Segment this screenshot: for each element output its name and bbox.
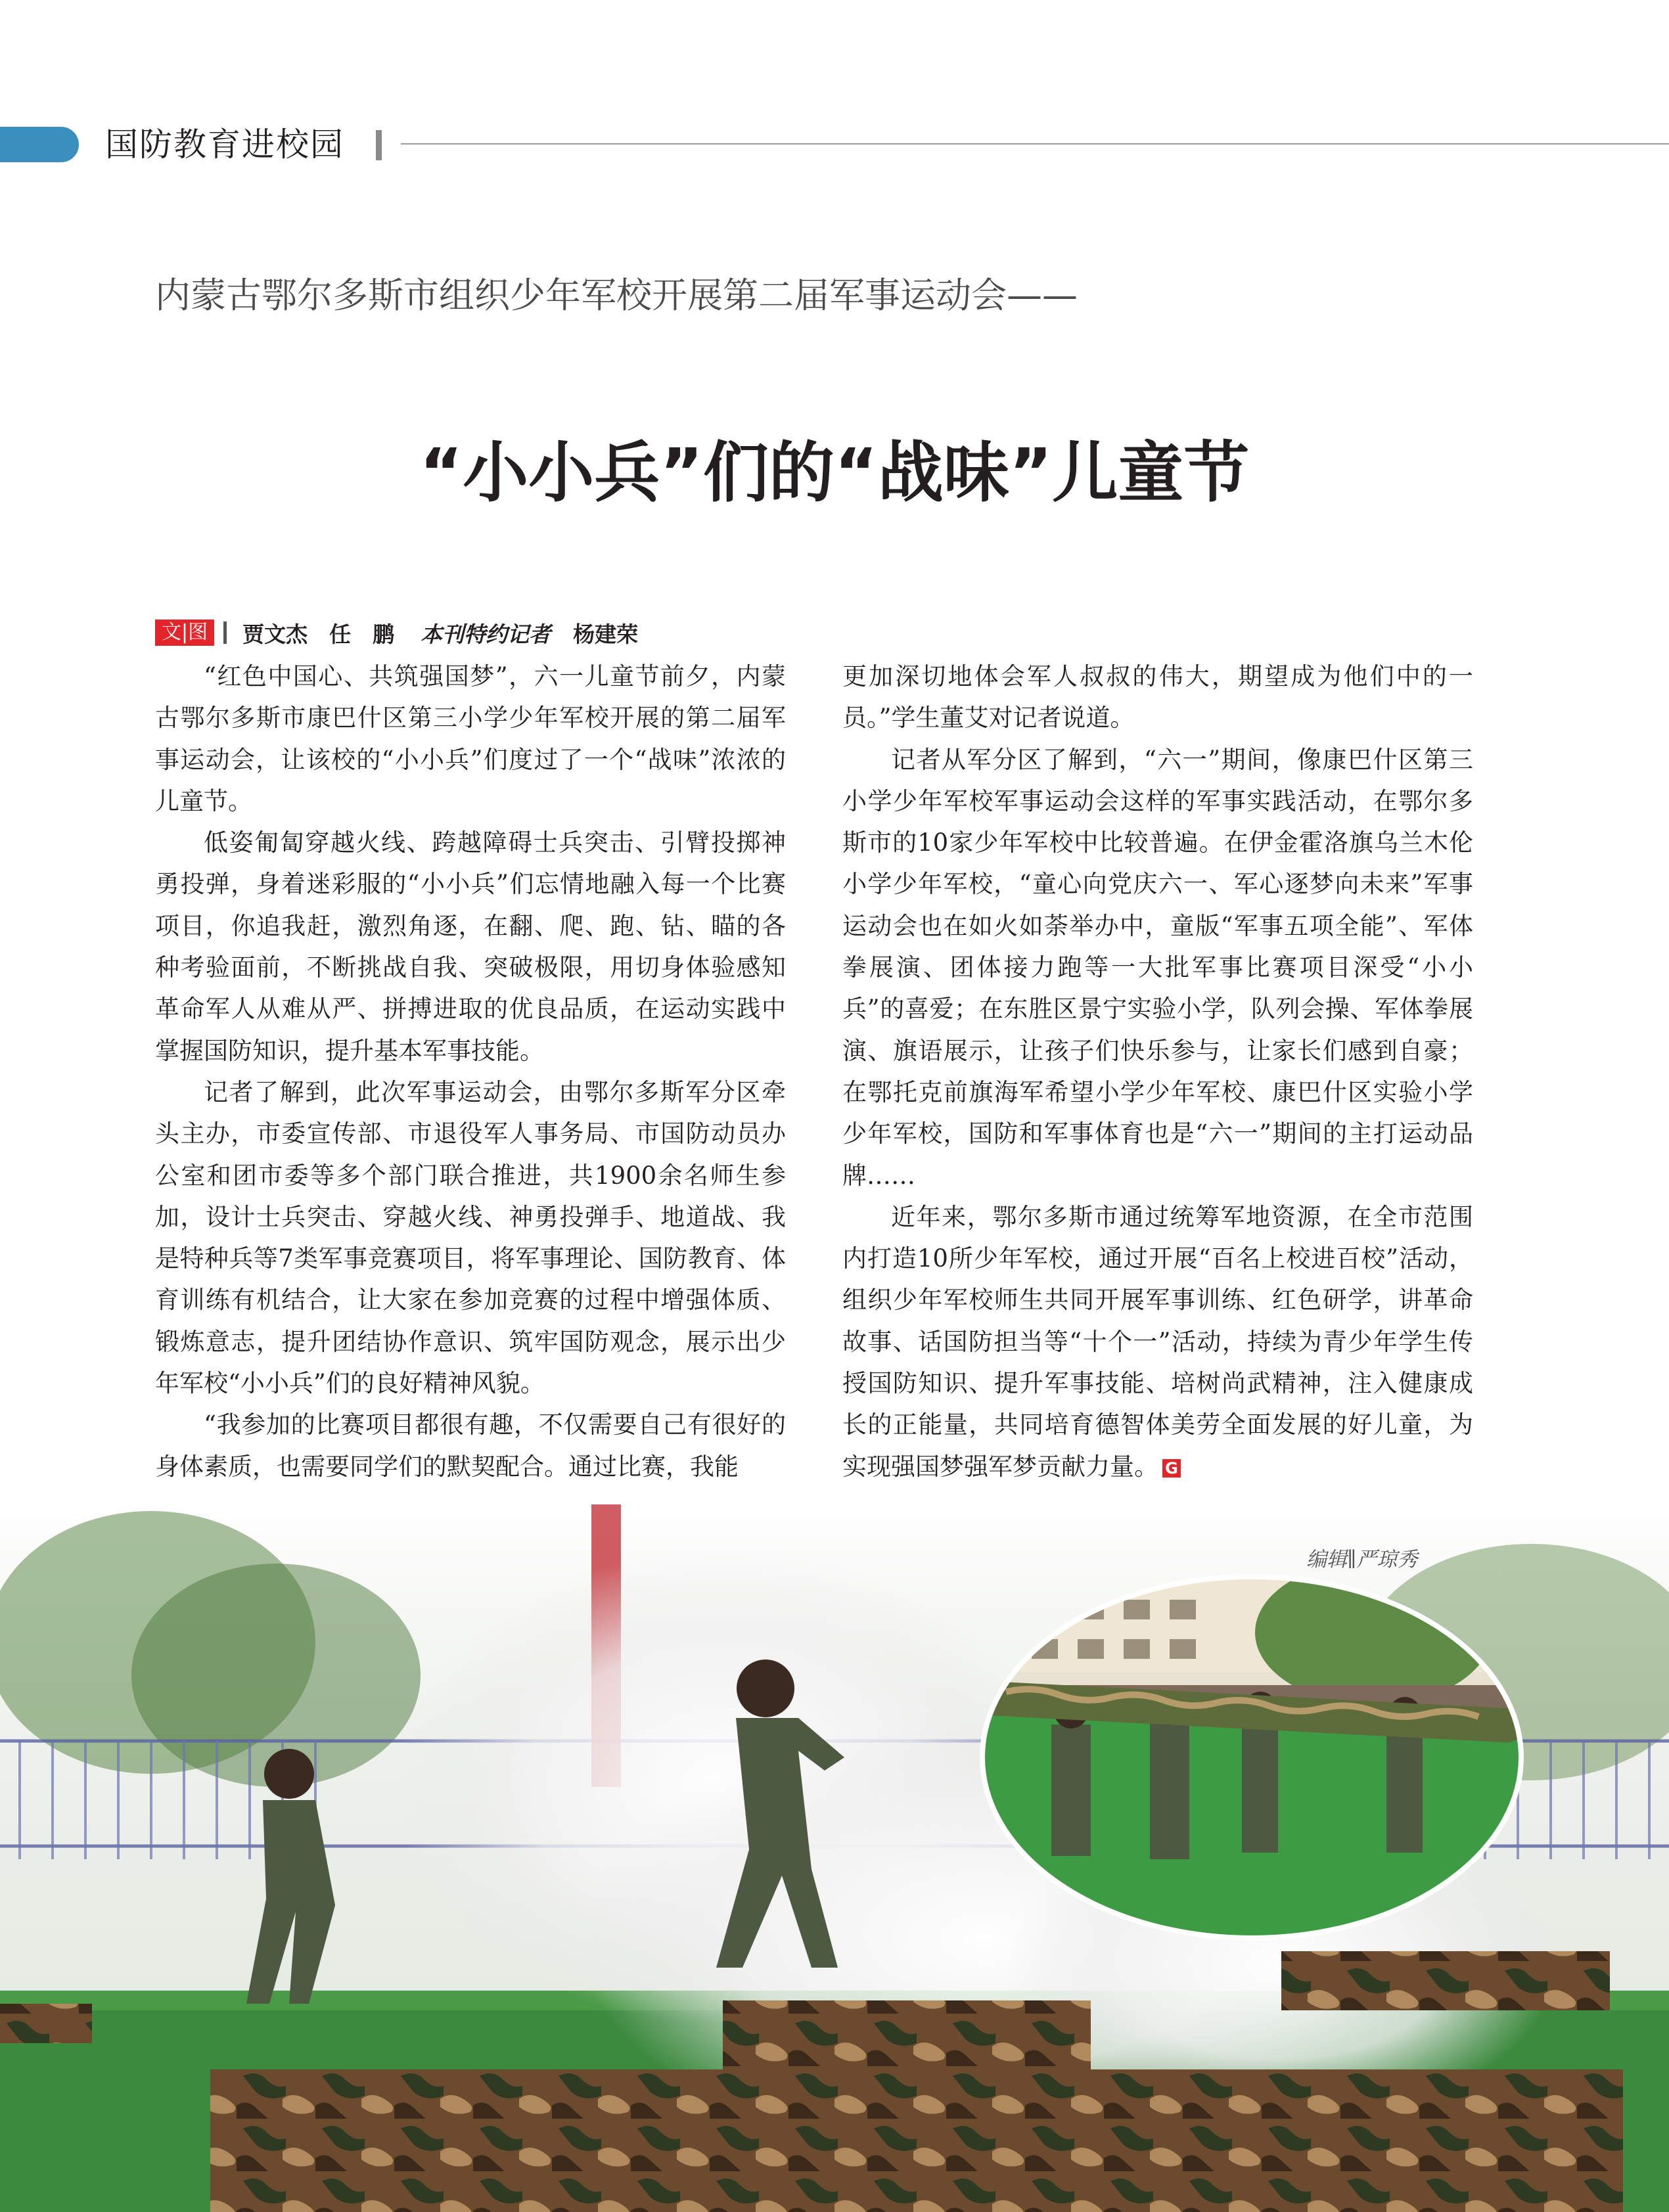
article-kicker: 内蒙古鄂尔多斯市组织少年军校开展第二届军事运动会——: [155, 275, 1078, 316]
paragraph: [842, 1196, 1473, 1487]
editor-credit: 编辑∥严琼秀: [1306, 1548, 1418, 1571]
paragraph-continued: 更加深切地体会军人叔叔的伟大，期望成为他们中的一员。”学生董艾对记者说道。: [842, 662, 1473, 733]
inset-photo: [979, 1573, 1524, 1941]
paragraph-text: 近年来，鄂尔多斯市通过统筹军地资源，在全市范围内打造10所少年军校，通过开展“百名上校进百校”活动，组织少年军校师生共同开展军事训练、红色研学，讲革命故事、话国防担当等“十个一”活动，持续为青少年学生传授国防知识、提升军事技能、培树尚武精神，注入健康成长的正能量，共同培育德智体美劳全面发展的好儿童，为实现强国梦强军梦贡献力量。: [842, 1202, 1473, 1481]
byline-authors: 贾文杰 任 鹏: [242, 621, 395, 647]
article-headline: “小小兵”们的“战味”儿童节: [419, 434, 1250, 511]
paragraph: “我参加的比赛项目都很有趣，不仅需要自己有很好的身体素质，也需要同学们的默契配合。通过比赛，我能: [155, 1411, 786, 1481]
paragraph: “红色中国心、共筑强国梦”，六一儿童节前夕，内蒙古鄂尔多斯市康巴什区第三小学少年军校开展的第二届军事运动会，让该校的“小小兵”们度过了一个“战味”浓浓的儿童节。: [155, 662, 786, 815]
byline-role: 本刊特约记者: [421, 621, 551, 647]
byline-tag: 文|图: [155, 620, 214, 646]
section-title: 国防教育进校园: [105, 125, 344, 164]
byline-separator: [223, 621, 227, 644]
paragraph: 记者从军分区了解到，“六一”期间，像康巴什区第三小学少年军校军事运动会这样的军事实践活动，在鄂尔多斯市的10家少年军校中比较普遍。在伊金霍洛旗乌兰木伦小学少年军校，“童心向党庆六一、军心逐梦向未来”军事运动会也在如火如荼举办中，童版“军事五项全能”、军体拳展演、团体接力跑等一大批军事比赛项目深受“小小兵”的喜爱；在东胜区景宁实验小学，队列会操、军体拳展演、旗语展示，让孩子们快乐参与，让家长们感到自豪；在鄂托克前旗海军希望小学少年军校、康巴什区实验小学少年军校，国防和军事体育也是“六一”期间的主打运动品牌……: [842, 745, 1473, 1190]
end-mark-icon: G: [1162, 1459, 1181, 1478]
article-left-column: [155, 656, 786, 1487]
section-color-tab: [0, 127, 79, 162]
paragraph: 记者了解到，此次军事运动会，由鄂尔多斯军分区牵头主办，市委宣传部、市退役军人事务局、市国防动员办公室和团市委等多个部门联合推进，共1900余名师生参加，设计士兵突击、穿越火线、神勇投弹手、地道战、我是特种兵等7类军事竞赛项目，将军事理论、国防教育、体育训练有机结合，让大家在参加竞赛的过程中增强体质、锻炼意志，提升团结协作意识、筑牢国防观念，展示出少年军校“小小兵”们的良好精神风貌。: [155, 1077, 786, 1398]
paragraph: 低姿匍匐穿越火线、跨越障碍士兵突击、引臂投掷神勇投弹，身着迷彩服的“小小兵”们忘情地融入每一个比赛项目，你追我赶，激烈角逐，在翻、爬、跑、钻、瞄的各种考验面前，不断挑战自我、突破极限，用切身体验感知革命军人从难从严、拼搏进取的优良品质，在运动实践中掌握国防知识，提升基本军事技能。: [155, 828, 786, 1065]
section-separator: [376, 130, 382, 160]
article-right-column: [842, 656, 1473, 1487]
header-rule: [401, 143, 1669, 145]
byline: [155, 618, 638, 648]
byline-reporter: 杨建荣: [573, 621, 639, 647]
